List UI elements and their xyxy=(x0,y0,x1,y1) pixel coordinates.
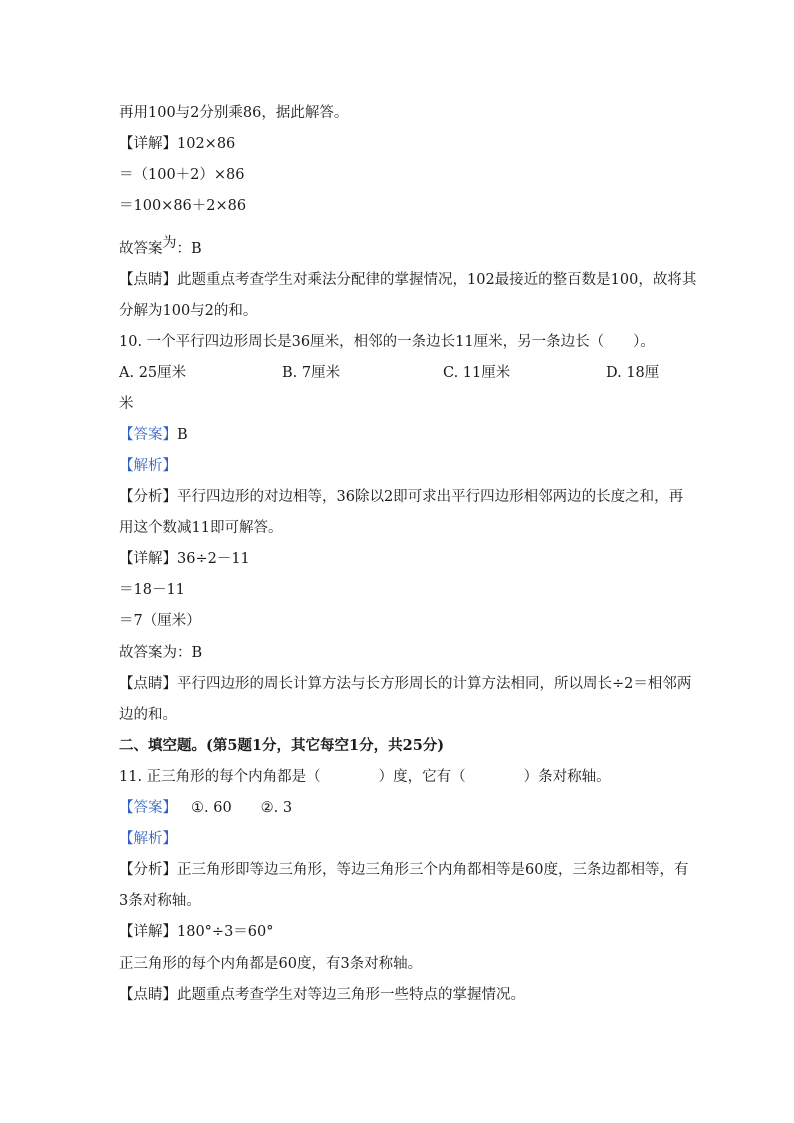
option-c: C. 11厘米 xyxy=(443,365,511,381)
answer-value: B xyxy=(177,427,188,443)
comment-line: 【点睛】此题重点考查学生对乘法分配律的掌握情况，102最接近的整百数是100，故将其 xyxy=(119,272,697,288)
answer-conclusion-line: 故答案为：B xyxy=(119,645,203,661)
comment-line: 【点睛】此题重点考查学生对等边三角形一些特点的掌握情况。 xyxy=(119,987,525,1003)
question-10-options xyxy=(119,364,679,382)
analysis-label: 【解析】 xyxy=(119,831,177,847)
answer-conclusion-raised-char: 为 xyxy=(162,235,177,251)
analysis-line: 【分析】平行四边形的对边相等，36除以2即可求出平行四边形相邻两边的长度之和，再 xyxy=(119,489,684,505)
answer-label: 【答案】 xyxy=(119,800,177,816)
comment-line: 【点睛】平行四边形的周长计算方法与长方形周长的计算方法相同，所以周长÷2＝相邻两 xyxy=(119,676,692,692)
equation-line: ＝（100＋2）×86 xyxy=(119,167,245,183)
option-d: D. 18厘 xyxy=(606,365,660,381)
comment-line: 分解为100与2的和。 xyxy=(119,303,258,319)
equation-line: ＝100×86＋2×86 xyxy=(119,198,247,214)
answer-value: ①. 60 ②. 3 xyxy=(191,800,293,816)
section-heading: 二、填空题。(第5题1分，其它每空1分，共25分) xyxy=(119,737,445,754)
text-line: 正三角形的每个内角都是60度，有3条对称轴。 xyxy=(119,956,423,972)
analysis-label: 【解析】 xyxy=(119,458,177,474)
question-11: 11. 正三角形的每个内角都是（ ）度，它有（ ）条对称轴。 xyxy=(119,769,611,785)
option-b: B. 7厘米 xyxy=(282,365,341,381)
equation-line: ＝7（厘米） xyxy=(119,613,201,629)
answer-line xyxy=(119,799,292,817)
equation-line: ＝18－11 xyxy=(119,582,185,598)
detail-line: 【详解】180°÷3＝60° xyxy=(119,924,274,940)
answer-label: 【答案】 xyxy=(119,427,177,443)
answer-conclusion-prefix: 故答案 xyxy=(119,241,163,257)
detail-line: 【详解】102×86 xyxy=(119,136,236,152)
option-d-wrap: 米 xyxy=(119,396,134,412)
analysis-line: 【分析】正三角形即等边三角形，等边三角形三个内角都相等是60度，三条边都相等，有 xyxy=(119,862,689,878)
analysis-line: 3条对称轴。 xyxy=(119,893,201,909)
comment-line: 边的和。 xyxy=(119,707,177,723)
option-a: A. 25厘米 xyxy=(119,365,187,381)
answer-line xyxy=(119,426,188,444)
answer-conclusion-value: ：B xyxy=(176,241,202,257)
answer-conclusion-line xyxy=(119,235,202,258)
detail-line: 【详解】36÷2－11 xyxy=(119,551,250,567)
analysis-line: 用这个数减11即可解答。 xyxy=(119,520,283,536)
text-line: 再用100与2分别乘86，据此解答。 xyxy=(119,105,349,121)
question-10: 10. 一个平行四边形周长是36厘米，相邻的一条边长11厘米，另一条边长（ ）。 xyxy=(119,334,655,350)
